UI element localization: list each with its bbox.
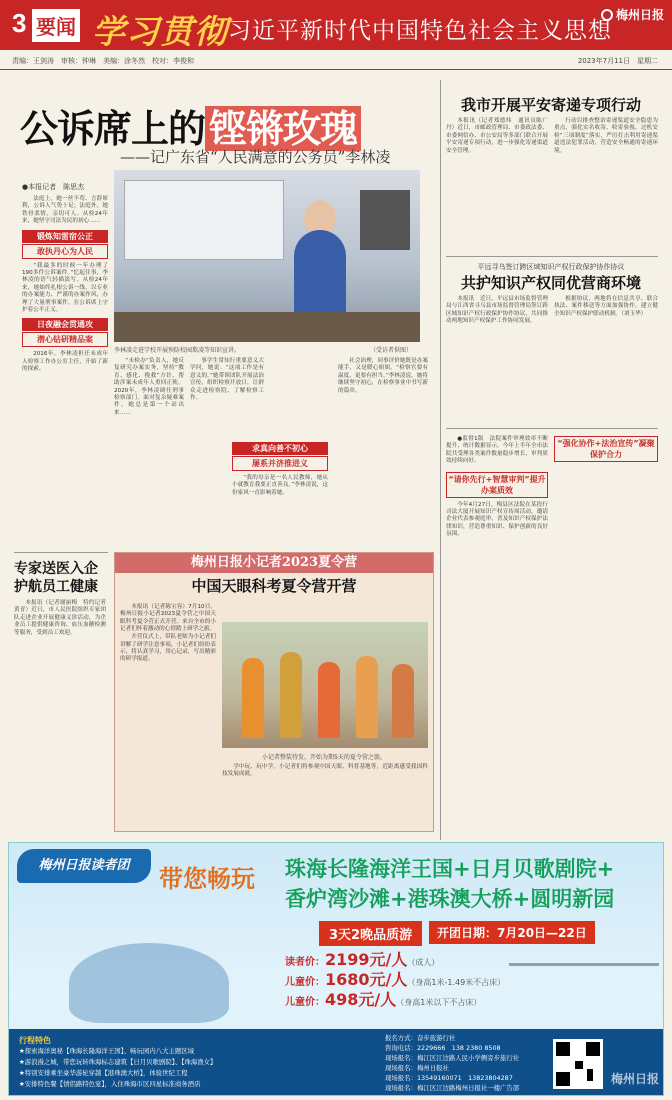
watermark: 梅州日报 [610, 1072, 659, 1086]
features-title: 行程特色 [19, 1036, 51, 1045]
lead-col1-body: “我最多的时候一年办理了190多件公诉案件。”忆起往事，李林凌的语气轻描淡写。从检24年来，她始终扎根公诉一线，以专业的办案能力、严谨的办案作风，办理了大量刑事案件，在公诉席上守护着公平正义。 [22, 262, 108, 314]
header-title: 习近平新时代中国特色社会主义思想 [228, 18, 612, 44]
lead-subhead-1b: 敢执丹心为人民 [22, 244, 108, 259]
lead-column-2 [114, 358, 184, 418]
feature-item: ★安排特色餐【情侣路特色宴】，入住珠海市区四星标准商务酒店 [19, 1080, 201, 1088]
photo-child [280, 652, 302, 738]
photo-child [318, 662, 340, 738]
ad-route-line-2: 香炉湾沙滩+港珠澳大桥+圆明新园 [285, 887, 615, 911]
photo-board [124, 180, 284, 260]
header-slogan: 学习贯彻 [92, 12, 228, 51]
right-headline-1: 我市开展平安寄递专项行动 [460, 96, 641, 114]
lead-headline-highlight: 铿锵玫瑰 [205, 106, 361, 151]
photo-child [392, 664, 414, 738]
meta-bar [0, 50, 672, 70]
lead-column-4 [338, 358, 428, 396]
lead-subhead-1: 锻炼知雷宿公正 [22, 230, 108, 243]
camp-photo-caption: 小记者整装待发，开始为期5天的夏令营之旅。 [262, 754, 386, 761]
price-note: （身高1米以下不占床） [396, 998, 482, 1007]
feature-item: ★探索海洋奥秘【珠海长隆海洋王国】、畅玩园内八大主题区域 [19, 1047, 195, 1055]
lead-photo [114, 170, 420, 342]
photo-child [356, 656, 378, 738]
page-header [0, 0, 672, 50]
lead-headline [20, 98, 361, 153]
camp-photo [222, 622, 428, 748]
right-body-1a: 本报讯（记者郑德炜 通讯员陈广丹）近日，市邮政管理局、市委政法委、市委网信办、市公安局等多部门联合开展平安寄递专项行动，进一步强化寄递渠道安全管理。 [446, 118, 548, 154]
lead-subhead-3: 求真向善不初心 [232, 442, 328, 455]
price-note: （成人） [407, 958, 440, 967]
lead-headline-part: 公诉席上的 [20, 106, 206, 151]
lead-col3-tail: “我的母亲是一名人民教师，她从小就教育我要正直善良。”李林凌说，这份家风一直影响着她。 [232, 475, 328, 496]
photo-child [242, 658, 264, 738]
price-note: （身高1米-1.49米不占床） [407, 978, 506, 987]
right-body-1b: 行动以排查整治寄递渠道安全隐患为重点，强化实名收寄、收寄验视、过机安检“三项制度”落实，严厉打击利用寄递渠道违法犯罪活动，营造安全畅通的寄递环境。 [554, 118, 658, 154]
lead-photo-caption: 李林凌走进学校开展预防校园欺凌等知识宣讲。 [114, 347, 241, 354]
right-headline-2: 共护知识产权同优营商环境 [460, 274, 641, 292]
lead-byline: ●本报记者 陈思杰 [22, 183, 85, 191]
ad-open-date: 开团日期：7月20日—22日 [429, 921, 595, 944]
vertical-divider [440, 80, 441, 840]
price-row [285, 987, 481, 1010]
lead-col1-tail: 2016年，李林凌担任未成年人检察工作办公室主任，开始了新的探索。 [22, 351, 108, 373]
right-col-3a [446, 436, 548, 539]
price-label: 儿童价： [285, 977, 325, 988]
side-divider [14, 552, 108, 553]
section-name: 要闻 [32, 9, 80, 42]
price-label: 读者价： [285, 957, 325, 968]
lead-subhead-2: 日夜融会贯通攻 [22, 318, 108, 331]
feature-item: ★特别安排乘坐豪华游轮穿越【港珠澳大桥】，体验世纪工程 [19, 1069, 188, 1077]
camp-column-1 [120, 604, 216, 664]
issue-date: 2023年7月11日 星期二 [577, 57, 658, 65]
camp-body-1: 本报讯（记者陈宝容）7月10日，梅州日报小记者2023夏令营之中国天眼科考夏令营正式开营。来自全市的小记者们怀着激动的心情踏上研学之旅。 [120, 604, 216, 633]
side-body: 本报讯（记者谢丽梅 特约记者黄青）近日，市人民医院组织专家团队走进企业开展健康义诊活动，为企业员工提供健康咨询、血压血糖检测等服务，受到员工欢迎。 [14, 600, 106, 636]
paper-logo-text: 梅州日报 [615, 8, 664, 22]
right-col-1a [446, 118, 548, 156]
lead-intro: 法庭上，她一丝不苟、言辞犀利，公诉人气势十足；法庭外，她铁骨柔情，亲切可人。从检24年来，她坚守司法为民的初心…… [22, 196, 108, 225]
ad-package: 3天2晚品质游 [319, 921, 422, 946]
right-body-5: 今年4月27日，梅县区法院在某投行司法大厦开展知识产权宣传周活动，邀请企业代表参观庭审，普及知识产权保护法律知识，营造尊重知识、保护创新的良好氛围。 [446, 501, 548, 538]
right-col-1b [554, 118, 658, 156]
lead-column-1 [22, 196, 108, 374]
lead-subhead-2b: 潜心钻研精品案 [22, 332, 108, 347]
lead-photo-credit: （受访者供图） [370, 347, 413, 354]
lead-subhead-3b: 屡系并济推进义 [232, 456, 328, 471]
paper-logo [601, 6, 664, 23]
side-headline: 专家送医入企 护航员工健康 [14, 561, 98, 595]
price-value: 1680元/人 [325, 970, 408, 989]
right-subhead-3: “强化协作+法治宣传”凝聚保护合力 [554, 436, 658, 462]
right-divider-1 [446, 256, 658, 257]
right-col-3b [554, 436, 658, 466]
camp-body-3: 学中玩、玩中学。小记者们将参观中国天眼、科普基地等，近距离感受我国科技发展成就。 [222, 764, 428, 778]
lead-column-3 [190, 358, 264, 403]
photo-desk [114, 312, 420, 342]
lead-col4-body: 社会治理，同事评价她既是办案能手，又是暖心姐姐。“检察官要有温度，更要有担当。”李林凌说，她将继续坚守初心，在检察事业中书写新的篇章。 [338, 358, 428, 394]
right-divider-2 [446, 428, 658, 429]
lead-col3-body: 事学生常知行重要意义大学问，她说：“这项工作是有意义的。”她带领团队开展法治宣传，组织检察开放日，让群众走进检察院、了解检察工作。 [190, 358, 264, 402]
right-col-2b [554, 296, 658, 319]
right-subhead-4: “请你先行+智慧审判”提升办案质效 [446, 472, 548, 498]
bridge-graphic [509, 963, 659, 1023]
right-body-2a: 本报讯 近日，平远县市场监督管理局与江西省寻乌县市场监督管理局签订跨区域知识产权行政保护协作协议，共同推动两地知识产权保护工作协同发展。 [446, 296, 548, 325]
lead-col2-body: “未检办”负责人，她反复研究办案实务，坚持“教育、感化、挽救”方针，帮助涉案未成年人重回正轨。2020年，李林凌调任刑事检察部门。面对复杂疑难案件，她总是第一个站出来…… [114, 358, 184, 416]
camp-band: 梅州日报小记者2023夏令营 [115, 553, 433, 573]
right-kicker-2: 平远寻乌签订跨区域知识产权行政保护协作协议 [477, 263, 625, 271]
qr-code[interactable] [553, 1039, 603, 1089]
ad-footer [9, 1029, 663, 1095]
editor-credits: 责编：王剑涛 审核：钟琳 美编：涂冬然 校对：李俊和 [12, 57, 194, 65]
org-line: 咨询电话：2229666 138 2380 8508 [385, 1044, 501, 1052]
camp-body-2: 开营仪式上，带队老师为小记者们讲解了研学注意事项，小记者们纷纷表示，将认真学习，用心记录，写出精彩的研学报道。 [120, 634, 216, 663]
paper-logo-icon [601, 9, 613, 21]
travel-advertisement [8, 842, 664, 1096]
right-body-2b: 根据协议，两地将在信息共享、联合执法、案件移送等方面加强协作，建立健全知识产权保护联动机制。（刘玉华） [554, 296, 658, 317]
photo-screen [360, 190, 410, 250]
reader-club-logo: 梅州日报读者团 [17, 849, 151, 883]
ocean-graphic [69, 943, 229, 1023]
camp-column-3 [222, 764, 428, 779]
section-number: 3 [12, 8, 27, 38]
price-value: 2199元/人 [325, 950, 408, 969]
org-line: 现场报名：梅江区江边路梅州日报社一楼广告部 [385, 1084, 520, 1092]
lead-column-3b [232, 438, 328, 498]
camp-headline: 中国天眼科考夏令营开营 [191, 577, 357, 595]
org-line: 现场报名：梅江区江边路人民小学侧旁步旅行社 [385, 1054, 520, 1062]
right-body-3: ●监督1版 法院案件审理效率不断提升，统计数据显示，今年上半年全市法院共受理各类案件数量稳步增长，审判质效持续向好。 [446, 436, 548, 465]
org-line: 现场报名：梅州日报社 [385, 1064, 449, 1072]
ad-slogan: 带您畅玩 [159, 864, 255, 893]
price-label: 儿童价： [285, 997, 325, 1008]
right-col-2a [446, 296, 548, 326]
price-value: 498元/人 [325, 990, 397, 1009]
ad-route-line-1: 珠海长隆海洋王国+日月贝歌剧院+ [285, 857, 615, 881]
lead-subtitle: ——记广东省“人民满意的公务员”李林凌 [120, 148, 391, 166]
org-line: 现场报名：13549160071 13823804287 [385, 1074, 513, 1082]
feature-item: ★游浪漫之城，带您玩转珠海标志建筑【日月贝歌剧院】、【珠海渔女】 [19, 1058, 217, 1066]
org-line: 报名方式：奋步旅游行社 [385, 1034, 456, 1042]
side-column [14, 600, 106, 638]
